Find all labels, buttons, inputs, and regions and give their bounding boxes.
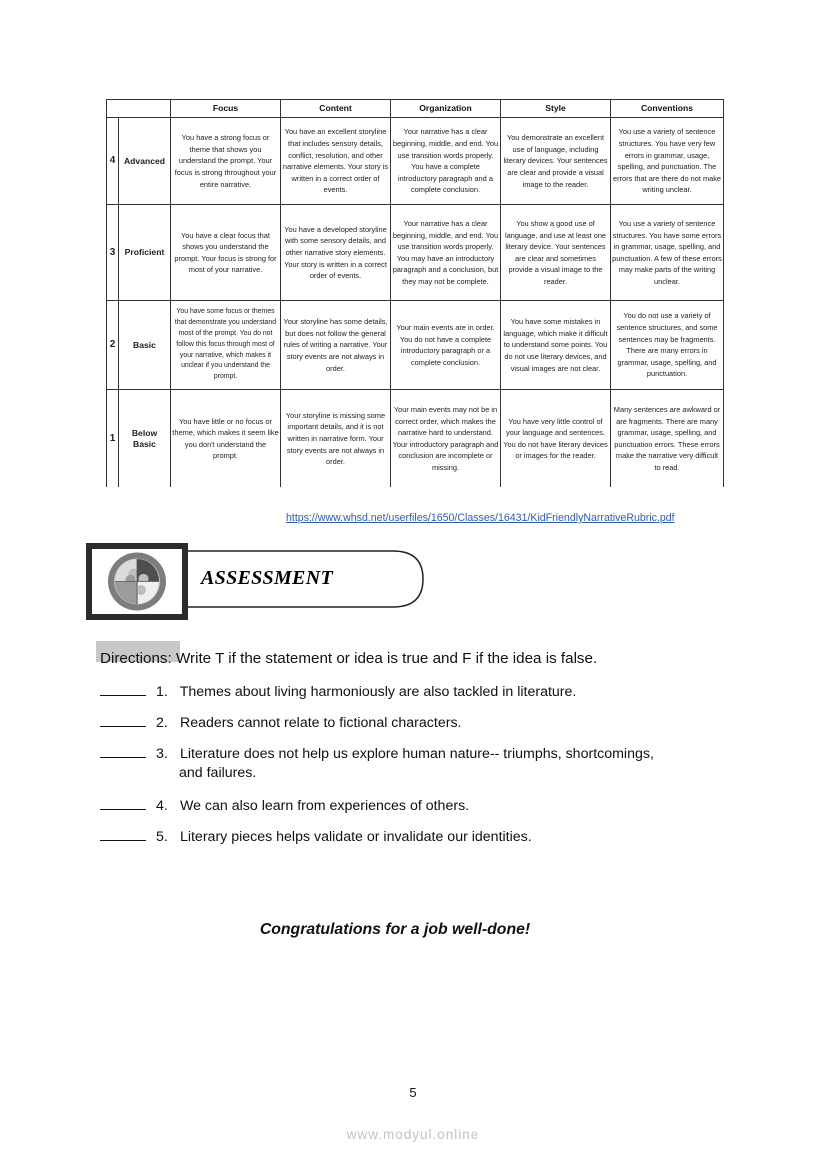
question-number: 1.: [156, 684, 168, 700]
focus-cell: You have little or no focus or theme, which makes it seem like you don't understand the prompt.: [171, 390, 281, 487]
question-text: Themes about living harmoniously are also tackled in literature.: [179, 684, 577, 700]
header-content: Content: [281, 100, 391, 118]
header-style: Style: [501, 100, 611, 118]
answer-blank[interactable]: [100, 683, 146, 696]
style-cell: You show a good use of language, and use at least one literary device. Your sentences are clear and sometimes provide a visual image to the reader.: [501, 205, 611, 301]
page-number: 5: [409, 1085, 417, 1100]
question-item: [100, 745, 654, 781]
organization-cell: Your narrative has a clear beginning, middle, and end. You use transition words properly. You have a complete introductory paragraph and a complete conclusion.: [391, 118, 501, 205]
answer-blank[interactable]: [100, 797, 146, 810]
question-number: 2.: [156, 715, 168, 731]
header-organization: Organization: [391, 100, 501, 118]
focus-cell: You have some focus or themes that demonstrate you understand most of the prompt. You do not follow this focus through most of your narrative, which makes it unclear if you understand the prompt.: [171, 300, 281, 389]
organization-cell: Your main events may not be in correct order, which makes the narrative hard to understand. Your introductory paragraph and conclusion are incomplete or missing.: [391, 390, 501, 487]
question-text: Literature does not help us explore human nature-- triumphs, shortcomings,: [179, 746, 654, 762]
header-focus: Focus: [171, 100, 281, 118]
question-item: [100, 828, 532, 845]
assessment-icon-frame: [92, 549, 182, 614]
score-cell: 1: [107, 390, 119, 487]
conventions-cell: You use a variety of sentence structures. You have very few errors in grammar, usage, spelling, and punctuation. The errors that are there do not make writing unclear.: [611, 118, 724, 205]
answer-blank[interactable]: [100, 828, 146, 841]
content-cell: You have an excellent storyline that includes sensory details, conflict, resolution, and other narrative elements. Your story is written in a correct order of events.: [281, 118, 391, 205]
closing-message: Congratulations for a job well-done!: [259, 921, 531, 938]
level-cell: Advanced: [119, 118, 171, 205]
watermark: www.modyul.online: [346, 1127, 480, 1142]
question-item: [100, 683, 576, 700]
conventions-cell: You do not use a variety of sentence structures, and some sentences may be fragments. There are many errors in grammar, usage, spelling, and punctuation.: [611, 300, 724, 389]
answer-blank[interactable]: [100, 714, 146, 727]
conventions-cell: You use a variety of sentence structures. You have some errors in grammar, usage, spelling, and punctuation. A few of these errors may make parts of the writing unclear.: [611, 205, 724, 301]
question-number: 3.: [156, 746, 168, 762]
header-conventions: Conventions: [611, 100, 724, 118]
question-item: [100, 714, 462, 731]
score-cell: 2: [107, 300, 119, 389]
organization-cell: Your narrative has a clear beginning, middle, and end. You use transition words properly. You may have an introductory paragraph and a conclusion, but they may not be complete.: [391, 205, 501, 301]
focus-cell: You have a strong focus or theme that shows you understand the prompt. Your focus is strong throughout your entire narrative.: [171, 118, 281, 205]
style-cell: You have very little control of your language and sentences. You do not have literary devices or images for the reader.: [501, 390, 611, 487]
source-link[interactable]: https://www.whsd.net/userfiles/1650/Classes/16431/KidFriendlyNarrativeRubric.pdf: [286, 512, 675, 524]
rubric-row-advanced: [107, 118, 724, 205]
score-cell: 3: [107, 205, 119, 301]
rubric-table: [106, 99, 724, 487]
conventions-cell: Many sentences are awkward or are fragments. There are many grammar, usage, spelling, and punctuation errors. These errors make the narrative very difficult to read.: [611, 390, 724, 487]
question-number: 4.: [156, 798, 168, 814]
rubric-row-below-basic: [107, 390, 724, 487]
question-text: Literary pieces helps validate or invalidate our identities.: [179, 829, 532, 845]
rubric-row-basic: [107, 300, 724, 389]
rubric-header-corner: [107, 100, 171, 118]
question-item: [100, 797, 469, 814]
question-text-continuation: and failures.: [179, 765, 257, 781]
focus-cell: You have a clear focus that shows you understand the prompt. Your focus is strong for most of your narrative.: [171, 205, 281, 301]
style-cell: You demonstrate an excellent use of language, including literary devices. Your sentences are clear and provide a visual image to the reader.: [501, 118, 611, 205]
assessment-icon-box: [86, 543, 188, 620]
rubric-header-row: [107, 100, 724, 118]
question-text: Readers cannot relate to fictional characters.: [179, 715, 462, 731]
level-cell: Basic: [119, 300, 171, 389]
puzzle-icon: [92, 549, 182, 614]
content-cell: You have a developed storyline with some sensory details, and other narrative story elements. Your story is written in a correct order of events.: [281, 205, 391, 301]
organization-cell: Your main events are in order. You do not have a complete introductory paragraph or a complete conclusion.: [391, 300, 501, 389]
assessment-title: ASSESSMENT: [201, 567, 333, 589]
content-cell: Your storyline has some details, but does not follow the general rules of writing a narrative. Your story events are not always in order.: [281, 300, 391, 389]
answer-blank[interactable]: [100, 745, 146, 758]
style-cell: You have some mistakes in language, which make it difficult to understand some points. You do not use literary devices, and visual images are not clear.: [501, 300, 611, 389]
question-number: 5.: [156, 829, 168, 845]
level-cell: Below Basic: [119, 390, 171, 487]
level-cell: Proficient: [119, 205, 171, 301]
rubric-row-proficient: [107, 205, 724, 301]
directions-text: Directions: Write T if the statement or idea is true and F if the idea is false.: [100, 650, 598, 667]
content-cell: Your storyline is missing some important details, and it is not written in narrative form. Your story events are not always in order.: [281, 390, 391, 487]
score-cell: 4: [107, 118, 119, 205]
question-text: We can also learn from experiences of others.: [179, 798, 470, 814]
